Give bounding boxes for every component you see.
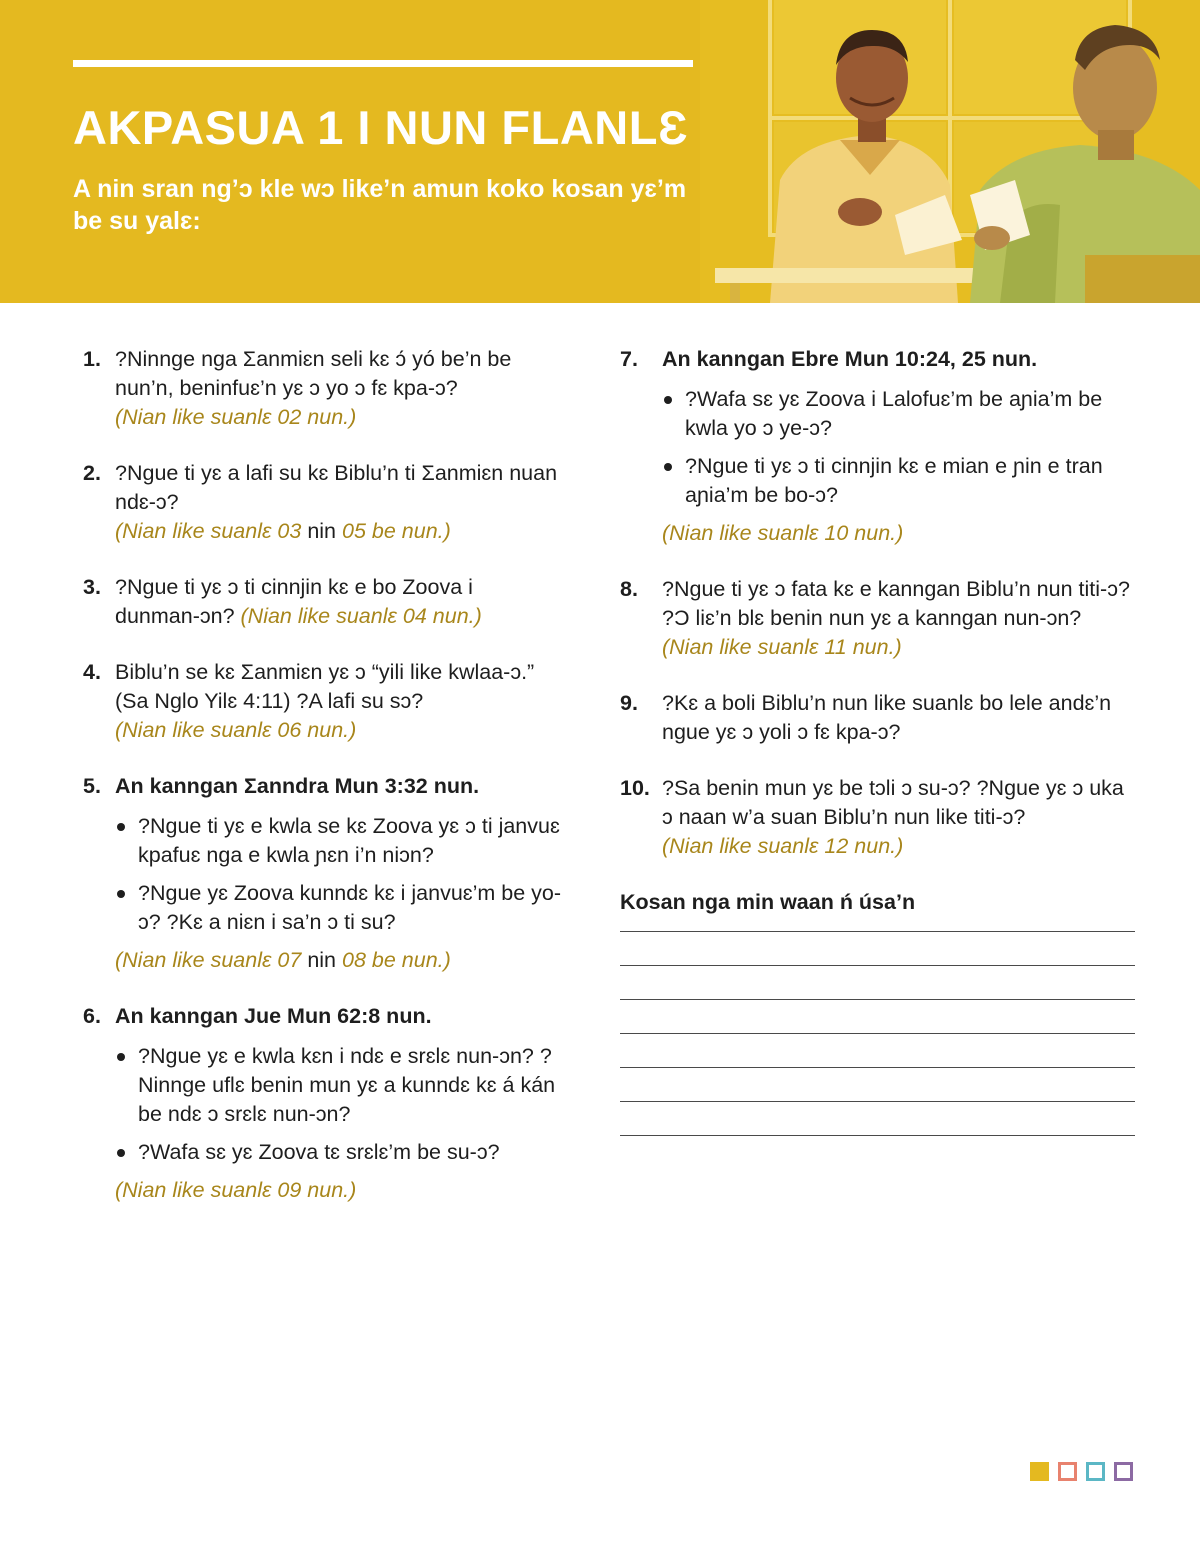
note-line [620,999,1135,1000]
reference-part: 05 be nun.) [342,519,451,543]
bullet-list [115,1042,563,1167]
marker-square-filled [1030,1462,1049,1481]
study-reference: (Nian like suanlɛ 09 nun.) [115,1178,357,1202]
note-line [620,965,1135,966]
page-subtitle: A nin sran ng’ɔ kle wɔ like’n amun koko kosan yɛ’m be su yalɛ: [73,175,687,235]
question-6 [83,1002,563,1205]
question-number: 4. [83,660,101,684]
reference-connector: nin [307,948,337,972]
question-number: 10. [620,776,650,800]
reference-part: (Nian like suanlɛ 07 [115,948,302,972]
left-column [83,345,563,1232]
reference-connector: nin [307,519,337,543]
page-header [0,0,1200,303]
bullet-item: ?Ngue ti yɛ e kwla se kɛ Zoova yɛ ɔ ti janvuɛ kpafuɛ nga e kwla ɲɛn i’n niɔn? [115,812,563,870]
bullet-item: ?Ngue ti yɛ ɔ ti cinnjin kɛ e mian e ɲin e tran aɲia’m be bo-ɔ? [662,452,1135,510]
question-text: ?Ngue ti yɛ ɔ fata kɛ e kanngan Biblu’n nun titi-ɔ? ?Ɔ liɛ’n blɛ benin nun yɛ a kanngan nun-ɔn? [662,577,1130,630]
study-reference [115,946,563,975]
bullet-list [662,385,1135,510]
reference-part: 08 be nun.) [342,948,451,972]
page-title: AKPASUA 1 I NUN FLANLƐ [73,101,688,154]
question-number: 7. [620,347,638,371]
question-text: ?Ngue ti yɛ ɔ ti cinnjin kɛ e bo Zoova i dunman-ɔn? [115,575,473,628]
question-text: ?Ninnge nga Ʃanmiɛn seli kɛ ɔ́ yó be’n be nun’n, beninfuɛ’n yɛ ɔ yo ɔ fɛ kpa-ɔ? [115,347,512,400]
question-number: 6. [83,1004,101,1028]
bullet-item: ?Ngue yɛ e kwla kɛn i ndɛ e srɛlɛ nun-ɔn? ?Ninnge uflɛ benin mun yɛ a kunndɛ kɛ á kán be ndɛ ɔ srɛlɛ nun-ɔn? [115,1042,563,1129]
question-10 [620,774,1135,861]
header-rule [73,60,693,67]
notes-section [620,888,1135,1136]
reference-part: (Nian like suanlɛ 03 [115,519,302,543]
study-reference: (Nian like suanlɛ 12 nun.) [662,834,904,858]
question-number: 9. [620,691,638,715]
question-number: 1. [83,347,101,371]
question-3 [83,573,563,631]
question-number: 2. [83,461,101,485]
question-5 [83,772,563,975]
question-4 [83,658,563,745]
bullet-item: ?Ngue yɛ Zoova kunndɛ kɛ i janvuɛ’m be yo-ɔ? ?Kɛ a niɛn i sa’n ɔ ti su? [115,879,563,937]
note-line [620,1067,1135,1068]
note-line [620,1101,1135,1102]
study-reference: (Nian like suanlɛ 02 nun.) [115,405,357,429]
question-number: 8. [620,577,638,601]
note-line [620,1033,1135,1034]
study-illustration [700,0,1200,303]
bullet-list [115,812,563,937]
question-9 [620,689,1135,747]
question-8 [620,575,1135,662]
question-number: 3. [83,575,101,599]
question-2 [83,459,563,546]
question-title: An kanngan Ʃanndra Mun 3:32 nun. [115,774,480,798]
question-text: ?Sa benin mun yɛ be tɔli ɔ su-ɔ? ?Ngue yɛ ɔ uka ɔ naan w’a suan Biblu’n nun like titi-ɔ? [662,776,1124,829]
note-lines [620,931,1135,1136]
study-reference: (Nian like suanlɛ 06 nun.) [115,718,357,742]
marker-square-outline [1058,1462,1077,1481]
study-reference: (Nian like suanlɛ 10 nun.) [662,521,904,545]
study-reference [115,517,563,546]
notes-title: Kosan nga min waan ń úsa’n [620,890,916,914]
question-text: Biblu’n se kɛ Ʃanmiɛn yɛ ɔ “yili like kwlaa-ɔ.” (Sa Nglo Yilɛ 4:11) ?A lafi su sɔ? [115,660,535,713]
question-text: ?Ngue ti yɛ a lafi su kɛ Biblu’n ti Ʃanmiɛn nuan ndɛ-ɔ? [115,461,558,514]
note-line [620,931,1135,932]
question-title: An kanngan Jue Mun 62:8 nun. [115,1004,432,1028]
bullet-item: ?Wafa sɛ yɛ Zoova i Lalofuɛ’m be aɲia’m be kwla yo ɔ ye-ɔ? [662,385,1135,443]
right-column [620,345,1135,1169]
page-marker-squares [1030,1462,1133,1481]
question-title: An kanngan Ebre Mun 10:24, 25 nun. [662,347,1038,371]
study-reference: (Nian like suanlɛ 11 nun.) [662,635,902,659]
question-7 [620,345,1135,548]
marker-square-outline [1114,1462,1133,1481]
study-reference: (Nian like suanlɛ 04 nun.) [240,604,482,628]
question-text: ?Kɛ a boli Biblu’n nun like suanlɛ bo lele andɛ’n ngue yɛ ɔ yoli ɔ fɛ kpa-ɔ? [662,691,1112,744]
question-1 [83,345,563,432]
bullet-item: ?Wafa sɛ yɛ Zoova tɛ srɛlɛ’m be su-ɔ? [115,1138,563,1167]
question-number: 5. [83,774,101,798]
note-line [620,1135,1135,1136]
marker-square-outline [1086,1462,1105,1481]
